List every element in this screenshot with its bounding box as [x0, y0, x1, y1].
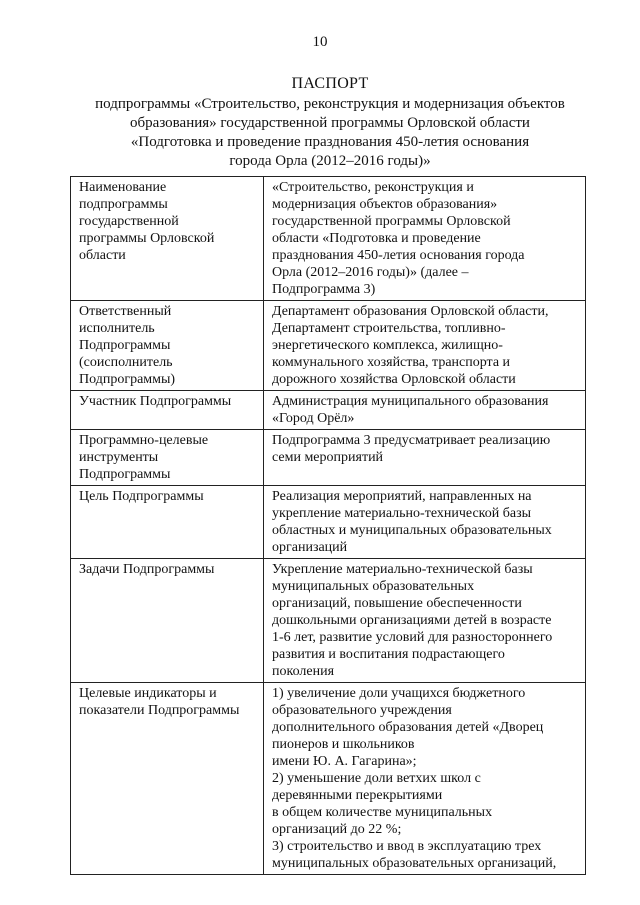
row-value: 1) увеличение доли учащихся бюджетного образовательного учреждения дополнительного образования детей «Дворец пионеров и школьников имени Ю. А. Гагарина»; 2) уменьшение доли ветхих школ с деревянными перекрытиями в общем количестве муниципальных организаций до 22 %; 3) строительство и ввод в эксплуатацию трех муниципальных образовательных организаций,	[264, 683, 586, 875]
table-row	[71, 391, 586, 430]
row-value: Подпрограмма 3 предусматривает реализацию семи мероприятий	[264, 430, 586, 486]
passport-table	[70, 176, 586, 875]
row-label: Ответственный исполнитель Подпрограммы (соисполнитель Подпрограммы)	[79, 304, 176, 387]
row-label: Задачи Подпрограммы	[79, 562, 215, 577]
row-label-cell	[71, 683, 264, 875]
table-row	[71, 559, 586, 683]
row-label-cell	[71, 430, 264, 486]
table-row	[71, 683, 586, 875]
row-label: Цель Подпрограммы	[79, 489, 204, 504]
row-value: Администрация муниципального образования «Город Орёл»	[264, 391, 586, 430]
row-label-cell	[71, 559, 264, 683]
row-label-cell	[71, 177, 264, 301]
row-label: Целевые индикаторы и показатели Подпрограммы	[79, 686, 240, 718]
row-label-cell	[71, 486, 264, 559]
table-row	[71, 301, 586, 391]
document-title-block	[60, 74, 600, 171]
row-label: Программно-целевые инструменты Подпрограммы	[79, 433, 209, 482]
row-value: Реализация мероприятий, направленных на укрепление материально-технической базы областных и муниципальных образовательных организаций	[264, 486, 586, 559]
document-subtitle: подпрограммы «Строительство, реконструкция и модернизация объектов образования» государственной программы Орловской области «Подготовка и проведение празднования 450-летия основания города Орла (2012–2016 годы)»	[95, 96, 565, 169]
row-value: Департамент образования Орловской области, Департамент строительства, топливно- энергетического комплекса, жилищно- коммунального хозяйства, транспорта и дорожного хозяйства Орловской области	[264, 301, 586, 391]
row-label: Наименование подпрограммы государственной программы Орловской области	[79, 180, 215, 263]
row-value: Укрепление материально-технической базы муниципальных образовательных организаций, повышение обеспеченности дошкольными организациями детей в возрасте 1-6 лет, развитие условий для разностороннего развития и воспитания подрастающего поколения	[264, 559, 586, 683]
page-number: 10	[312, 34, 328, 50]
row-label-cell	[71, 301, 264, 391]
row-value: «Строительство, реконструкция и модернизация объектов образования» государственной программы Орловской области «Подготовка и проведение празднования 450-летия основания города Орла (2012–2016 годы)» (далее – Подпрограмма 3)	[264, 177, 586, 301]
document-heading: ПАСПОРТ	[291, 75, 369, 92]
table-row	[71, 430, 586, 486]
table-row	[71, 177, 586, 301]
table-row	[71, 486, 586, 559]
row-label-cell	[71, 391, 264, 430]
row-label: Участник Подпрограммы	[79, 394, 232, 409]
